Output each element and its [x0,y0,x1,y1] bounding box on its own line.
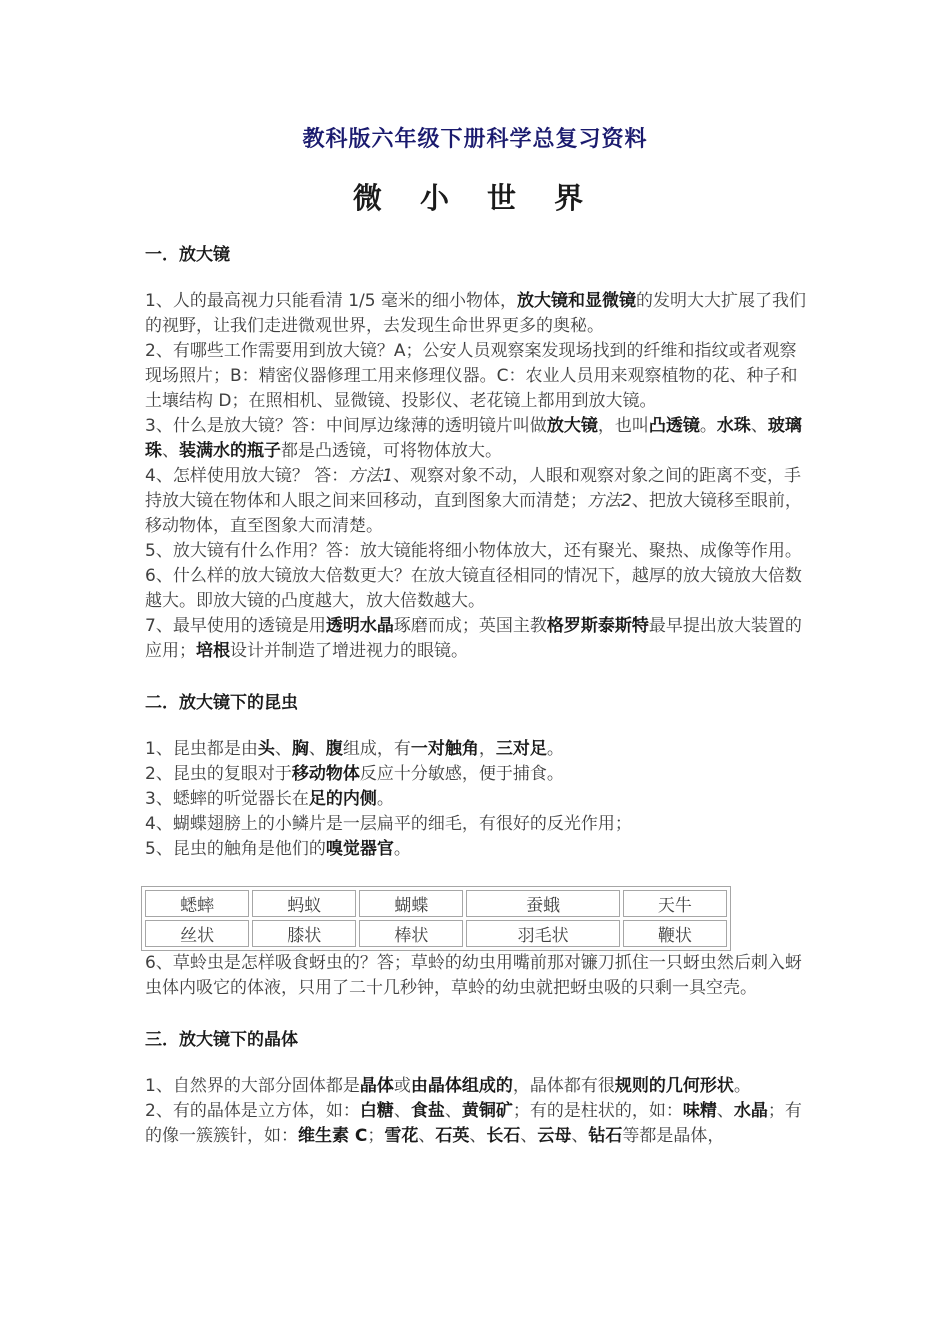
paragraph-1-7: 7、最早使用的透镜是用透明水晶琢磨而成；英国主教格罗斯泰斯特最早提出放大装置的应用；培根设计并制造了增进视力的眼镜。 [145,616,802,661]
document-body [145,240,810,1149]
table-cell: 蚕蛾 [466,890,619,917]
table-cell: 鞭状 [623,920,727,947]
paragraph-2-4: 4、蝴蝶翅膀上的小鳞片是一层扁平的细毛，有很好的反光作用； [145,814,632,834]
paragraph-1-6: 6、什么样的放大镜放大倍数更大？在放大镜直径相同的情况下，越厚的放大镜放大倍数越大。即放大镜的凸度越大，放大倍数越大。 [145,566,802,611]
document-title: 教科版六年级下册科学总复习资料 [302,127,648,152]
insect-antenna-table [141,886,731,951]
table-cell: 膝状 [252,920,356,947]
paragraph-2-1: 1、昆虫都是由头、胸、腹组成，有一对触角，三对足。 [145,739,564,759]
paragraph-2-6: 6、草蛉虫是怎样吸食蚜虫的？答；草蛉的幼虫用嘴前那对镰刀抓住一只蚜虫然后刺入蚜虫体内吸它的体液，只用了二十几秒钟，草蛉的幼虫就把蚜虫吸的只剩一具空壳。 [145,953,802,998]
paragraph-1-5: 5、放大镜有什么作用？答：放大镜能将细小物体放大，还有聚光、聚热、成像等作用。 [145,541,802,561]
table-cell: 天牛 [623,890,727,917]
table-row [145,890,727,917]
paragraph-1-4: 4、怎样使用放大镜？ 答：方法1、观察对象不动，人眼和观察对象之间的距离不变，手持放大镜在物体和人眼之间来回移动，直到图象大而清楚；方法2、把放大镜移至眼前，移动物体，直至图象大而清楚。 [145,466,802,536]
paragraph-2-5: 5、昆虫的触角是他们的嗅觉器官。 [145,839,411,859]
table-cell: 丝状 [145,920,249,947]
paragraph-1-2: 2、有哪些工作需要用到放大镜？A；公安人员观察案发现场找到的纤维和指纹或者观察现场照片；B：精密仪器修理工用来修理仪器。C：农业人员用来观察植物的花、种子和土壤结构 D；在照相机、显微镜、投影仪、老花镜上都用到放大镜。 [145,341,798,411]
section-heading-magnifier: 一．放大镜 [145,245,230,265]
paragraph-2-3: 3、蟋蟀的听觉器长在足的内侧。 [145,789,394,809]
section-heading-insects: 二．放大镜下的昆虫 [145,693,298,713]
table-cell: 蚂蚁 [252,890,356,917]
paragraph-3-1: 1、自然界的大部分固体都是晶体或由晶体组成的，晶体都有很规则的几何形状。 [145,1076,751,1096]
table-cell: 蝴蝶 [359,890,463,917]
paragraph-2-2: 2、昆虫的复眼对于移动物体反应十分敏感，便于捕食。 [145,764,564,784]
chapter-title: 微 小 世 界 [352,181,598,215]
table-row [145,920,727,947]
section-heading-crystals: 三．放大镜下的晶体 [145,1030,298,1050]
paragraph-1-1: 1、人的最高视力只能看清 1/5 毫米的细小物体，放大镜和显微镜的发明大大扩展了我们的视野，让我们走进微观世界，去发现生命世界更多的奥秘。 [145,291,806,336]
paragraph-1-3: 3、什么是放大镜？答：中间厚边缘薄的透明镜片叫做放大镜，也叫凸透镜。水珠、玻璃珠、装满水的瓶子都是凸透镜，可将物体放大。 [145,416,802,461]
table-cell: 棒状 [359,920,463,947]
paragraph-3-2: 2、有的晶体是立方体，如：白糖、食盐、黄铜矿；有的是柱状的，如：味精、水晶；有的像一簇簇针，如：维生素 C；雪花、石英、长石、云母、钻石等都是晶体， [145,1101,802,1146]
table-cell: 羽毛状 [466,920,619,947]
table-cell: 蟋蟀 [145,890,249,917]
